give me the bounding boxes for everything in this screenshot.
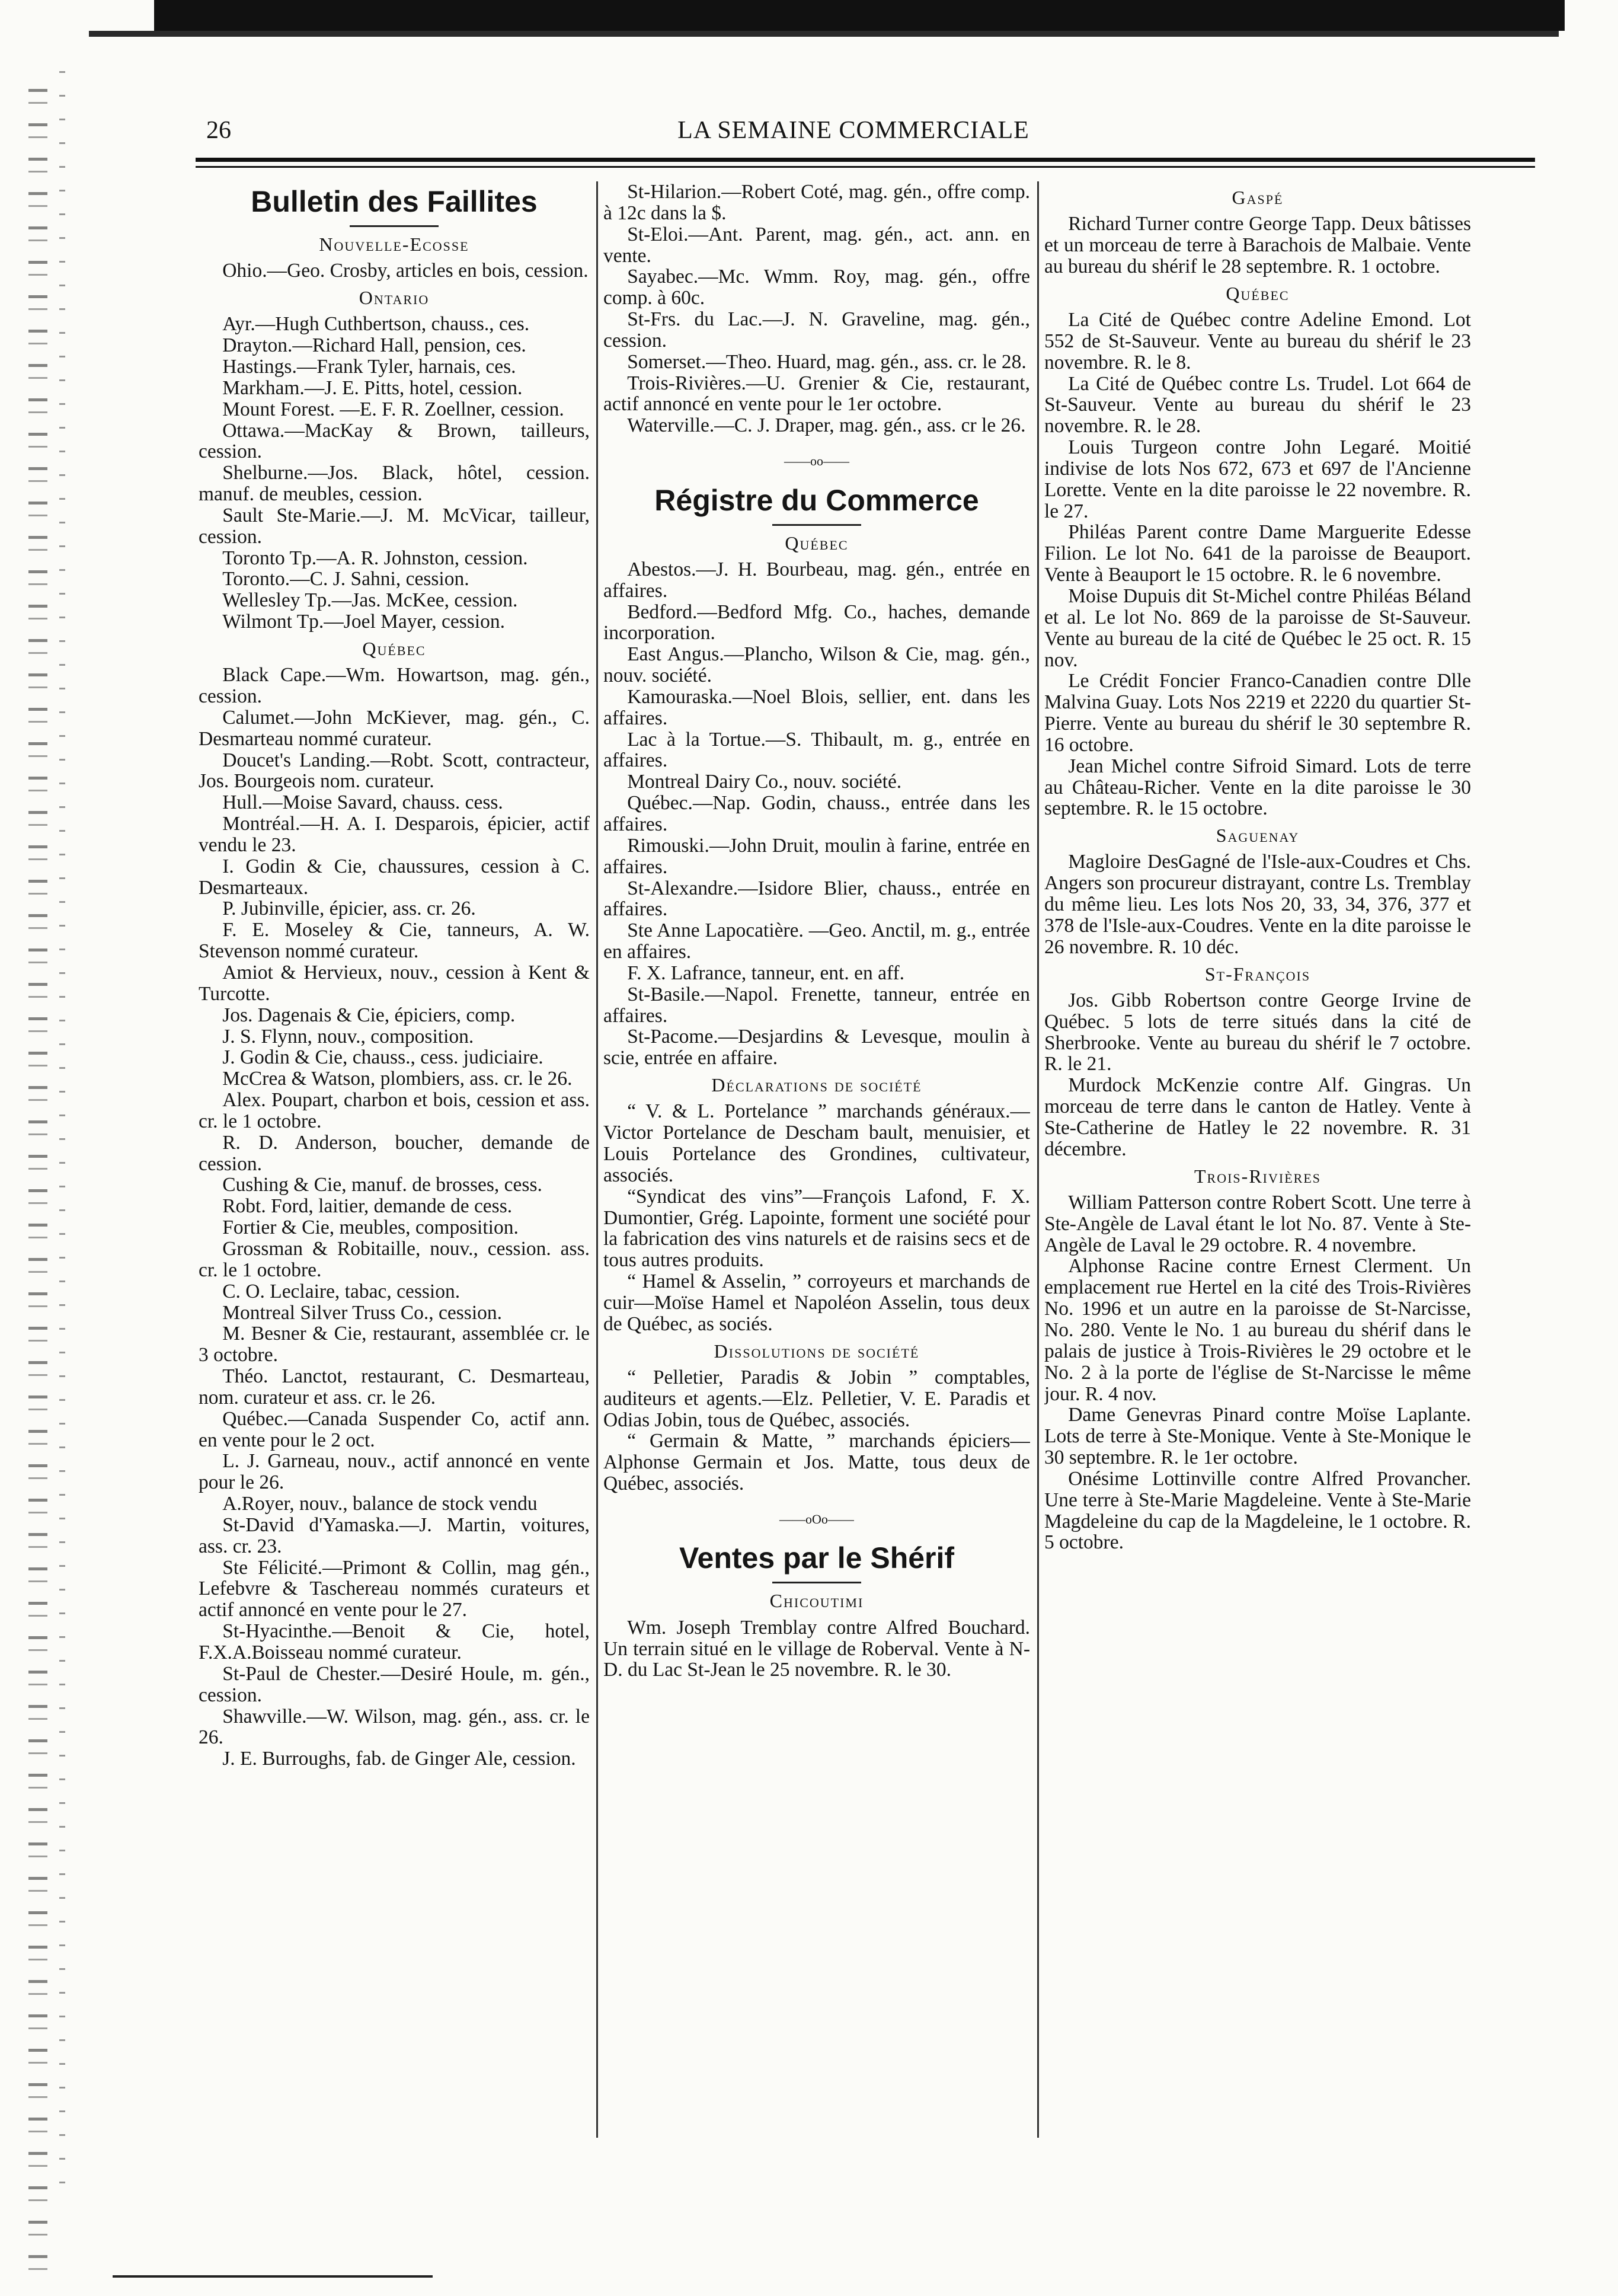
entry: Louis Turgeon contre John Legaré. Moitié indivise de lots Nos 672, 673 et 697 de l'Ancienne Lorette. Vente en la dite paroisse le 22 novembre. R. le 27. [1044, 436, 1471, 522]
title-rule [350, 225, 439, 227]
entry-list [603, 1367, 1030, 1495]
entry: St-Eloi.—Ant. Parent, mag. gén., act. ann. en vente. [603, 223, 1030, 267]
entry: L. J. Garneau, nouv., actif annoncé en vente pour le 26. [199, 1450, 590, 1494]
entry: Jos. Dagenais & Cie, épiciers, comp. [222, 1004, 516, 1026]
entry: Québec.—Canada Suspender Co, actif ann. en vente pour le 2 oct. [199, 1407, 590, 1451]
region-heading: Québec [362, 637, 426, 659]
entry: Dame Genevras Pinard contre Moïse Laplante. Lots de terre à Ste-Monique. Vente à Ste-Monique le 30 septembre. R. le 1er octobre. [1044, 1404, 1471, 1469]
entry: Cushing & Cie, manuf. de brosses, cess. [222, 1174, 542, 1196]
title-rule [772, 1582, 861, 1583]
masthead-title: LA SEMAINE COMMERCIALE [677, 117, 1029, 144]
entry: Bedford.—Bedford Mfg. Co., haches, demande incorporation. [603, 601, 1030, 644]
page-number: 26 [206, 117, 231, 144]
entry: Black Cape.—Wm. Howartson, mag. gén., cession. [199, 664, 590, 708]
entry-list [1044, 990, 1471, 1160]
region-heading: Québec [785, 532, 849, 554]
entry: Toronto.—C. J. Sahni, cession. [222, 568, 469, 590]
entry: Jean Michel contre Sifroid Simard. Lots de terre au Château-Richer. Vente en la dite paroisse le 30 septembre. R. le 15 octobre. [1044, 755, 1471, 820]
entry: Shawville.—W. Wilson, mag. gén., ass. cr. le 26. [199, 1705, 590, 1749]
entry: Wellesley Tp.—Jas. McKee, cession. [222, 589, 518, 612]
entry: Robt. Ford, laitier, demande de cess. [222, 1195, 513, 1218]
entry: Mount Forest. —E. F. R. Zoellner, cession. [222, 398, 564, 420]
entry: Ayr.—Hugh Cuthbertson, chauss., ces. [222, 313, 530, 336]
entry: Fortier & Cie, meubles, composition. [222, 1216, 519, 1239]
entry: Ohio.—Geo. Crosby, articles en bois, cession. [222, 260, 589, 282]
separator: ——oOo—— [779, 1511, 854, 1527]
entry-list [603, 559, 1030, 1069]
entry: St-Alexandre.—Isidore Blier, chauss., entrée en affaires. [603, 877, 1030, 921]
entry-list [1044, 851, 1471, 957]
entry: Le Crédit Foncier Franco-Canadien contre Dlle Malvina Guay. Lots Nos 2219 et 2220 du quartier St-Pierre. Vente au bureau du shérif le 30 septembre R. 16 octobre. [1044, 670, 1471, 756]
entry: Magloire DesGagné de l'Isle-aux-Coudres et Chs. Angers son procureur distrayant, contre Ls. Tremblay du même lieu. Les lots Nos 20, 33, 34, 376, 377 et 378 de l'Isle-aux-Coudres. Vente en la dite paroisse le 26 novembre. R. 10 déc. [1044, 851, 1471, 958]
entry: Calumet.—John McKiever, mag. gén., C. Desmarteau nommé curateur. [199, 706, 590, 750]
entry: I. Godin & Cie, chaussures, cession à C. Desmarteaux. [199, 855, 590, 899]
region-heading: St-François [1204, 963, 1311, 985]
entry-list [603, 1617, 1030, 1681]
entry: “Syndicat des vins”—François Lafond, F. X. Dumontier, Grég. Lapointe, forment une société pour la fabrication des vins naturels et de raisins secs et de tous autres produits. [603, 1185, 1030, 1272]
entry: Sault Ste-Marie.—J. M. McVicar, tailleur, cession. [199, 504, 590, 548]
entry: St-Hyacinthe.—Benoit & Cie, hotel, F.X.A.Boisseau nommé curateur. [199, 1620, 590, 1664]
entry: Amiot & Hervieux, nouv., cession à Kent & Turcotte. [199, 962, 590, 1005]
entry: St-Hilarion.—Robert Coté, mag. gén., offre comp. à 12c dans la $. [603, 181, 1030, 224]
entry: “ V. & L. Portelance ” marchands généraux.—Victor Portelance de Descham bault, menuisier, et Louis Portelance des Grondines, cultivateur, associés. [603, 1100, 1030, 1186]
section-title-faillites: Bulletin des Faillites [251, 185, 538, 218]
entry: La Cité de Québec contre Ls. Trudel. Lot 664 de St-Sauveur. Vente au bureau du shérif le 23 novembre. R. le 28. [1044, 372, 1471, 438]
entry-list [603, 181, 1030, 436]
entry: Montréal.—H. A. I. Desparois, épicier, actif vendu le 23. [199, 813, 590, 856]
entry: “ Germain & Matte, ” marchands épiciers—Alphonse Germain et Jos. Matte, tous deux de Québec, associés. [603, 1430, 1030, 1495]
entry: Abestos.—J. H. Bourbeau, mag. gén., entrée en affaires. [603, 558, 1030, 602]
entry: Montreal Dairy Co., nouv. société. [627, 771, 902, 793]
entry: Alex. Poupart, charbon et bois, cession et ass. cr. le 1 octobre. [199, 1089, 590, 1132]
region-heading: Chicoutimi [769, 1590, 864, 1612]
region-heading: Nouvelle-Ecosse [319, 234, 469, 255]
entry: “ Hamel & Asselin, ” corroyeurs et marchands de cuir—Moïse Hamel et Napoléon Asselin, tous deux de Québec, as sociés. [603, 1270, 1030, 1335]
entry: East Angus.—Plancho, Wilson & Cie, mag. gén., nouv. société. [603, 643, 1030, 687]
subsection-heading: Déclarations de société [711, 1074, 922, 1096]
header-rule-thin [196, 166, 1535, 168]
entry-list [603, 1101, 1030, 1334]
entry: St-Frs. du Lac.—J. N. Graveline, mag. gén., cession. [603, 308, 1030, 352]
entry: Hastings.—Frank Tyler, harnais, ces. [222, 356, 516, 378]
column-2 [603, 181, 1030, 2150]
column-divider [1037, 181, 1039, 2138]
entry: Alphonse Racine contre Ernest Clerment. Un emplacement rue Hertel en la cité des Trois-Rivières No. 1996 et un autre en la paroisse de St-Narcisse, No. 280. Vente le No. 1 au bureau du shérif dans le palais de justice à Trois-Rivières le 29 octobre et le No. 2 à la porte de l'église de St-Narcisse le même jour. R. 4 nov. [1044, 1255, 1471, 1405]
separator: ——oo—— [784, 454, 849, 469]
entry: Montreal Silver Truss Co., cession. [222, 1301, 503, 1324]
entry: Trois-Rivières.—U. Grenier & Cie, restaurant, actif annoncé en vente pour le 1er octobre. [603, 372, 1030, 416]
entry: Sayabec.—Mc. Wmm. Roy, mag. gén., offre comp. à 60c. [603, 266, 1030, 309]
entry: St-Paul de Chester.—Desiré Houle, m. gén., cession. [199, 1662, 590, 1706]
entry: “ Pelletier, Paradis & Jobin ” comptables, auditeurs et agents.—Elz. Pelletier, V. E. Paradis et Odias Jobin, tous de Québec, associés. [603, 1366, 1030, 1431]
entry: M. Besner & Cie, restaurant, assemblée cr. le 3 octobre. [199, 1323, 590, 1366]
entry: Wm. Joseph Tremblay contre Alfred Bouchard. Un terrain situé en le village de Roberval. Vente à N-D. du Lac St-Jean le 25 novembre. R. le 30. [603, 1616, 1030, 1681]
header-rule-thick [196, 158, 1535, 162]
entry: St-Pacome.—Desjardins & Levesque, moulin à scie, entrée en affaire. [603, 1026, 1030, 1069]
column-divider [596, 181, 598, 2138]
entry: Murdock McKenzie contre Alf. Gingras. Un morceau de terre dans le canton de Hatley. Vente à Ste-Catherine de Hatley le 22 novembre. R. 31 décembre. [1044, 1074, 1471, 1160]
entry-list [1044, 213, 1471, 277]
entry: Lac à la Tortue.—S. Thibault, m. g., entrée en affaires. [603, 728, 1030, 772]
entry: Toronto Tp.—A. R. Johnston, cession. [222, 547, 528, 569]
entry-list [199, 665, 590, 1770]
entry: Onésime Lottinville contre Alfred Provancher. Une terre à Ste-Marie Magdeleine. Vente à Ste-Marie Magdeleine du cap de la Magdeleine, le 1 octobre. R. 5 octobre. [1044, 1467, 1471, 1554]
entry: Somerset.—Theo. Huard, mag. gén., ass. cr. le 28. [627, 350, 1027, 373]
entry: A.Royer, nouv., balance de stock vendu [222, 1493, 538, 1515]
entry: Québec.—Nap. Godin, chauss., entrée dans les affaires. [603, 792, 1030, 836]
entry: J. E. Burroughs, fab. de Ginger Ale, cession. [222, 1748, 576, 1770]
entry: Shelburne.—Jos. Black, hôtel, cession. manuf. de meubles, cession. [199, 462, 590, 506]
entry: Ste Félicité.—Primont & Collin, mag gén., Lefebvre & Taschereau nommés curateurs et actif annoncé en vente pour le 27. [199, 1556, 590, 1621]
entry: Kamouraska.—Noel Blois, sellier, ent. dans les affaires. [603, 685, 1030, 729]
region-heading: Québec [1226, 282, 1290, 304]
entry: William Patterson contre Robert Scott. Une terre à Ste-Angèle de Laval étant le lot No. 87. Vente à Ste-Angèle de Laval le 29 octobre. R. 4 novembre. [1044, 1191, 1471, 1256]
entry: J. S. Flynn, nouv., composition. [222, 1025, 474, 1048]
region-heading: Saguenay [1216, 825, 1300, 847]
section-title-ventes: Ventes par le Shérif [679, 1541, 955, 1575]
entry: Jos. Gibb Robertson contre George Irvine de Québec. 5 lots de terre situés dans la cité de Sherbrooke. Vente au bureau du shérif le 7 octobre. R. le 21. [1044, 989, 1471, 1075]
entry: Drayton.—Richard Hall, pension, ces. [222, 334, 526, 357]
region-heading: Trois-Rivières [1194, 1165, 1321, 1187]
entry: St-Basile.—Napol. Frenette, tanneur, entrée en affaires. [603, 983, 1030, 1027]
entry: Philéas Parent contre Dame Marguerite Edesse Filion. Le lot No. 641 de la paroisse de Beauport. Vente à Beauport le 15 octobre. R. le 6 novembre. [1044, 521, 1471, 586]
entry-list [199, 314, 590, 633]
entry: McCrea & Watson, plombiers, ass. cr. le 26. [222, 1068, 573, 1090]
section-title-registre: Régistre du Commerce [654, 483, 979, 517]
entry: Ste Anne Lapocatière. —Geo. Anctil, m. g., entrée en affaires. [603, 919, 1030, 963]
entry: P. Jubinville, épicier, ass. cr. 26. [222, 898, 476, 920]
entry: Ottawa.—MacKay & Brown, tailleurs, cession. [199, 419, 590, 463]
entry: R. D. Anderson, boucher, demande de cession. [199, 1131, 590, 1175]
title-rule [772, 524, 861, 526]
entry: Waterville.—C. J. Draper, mag. gén., ass. cr le 26. [627, 414, 1026, 437]
scan-top-shadow [89, 31, 1559, 37]
region-heading: Gaspé [1232, 187, 1284, 208]
entry: Théo. Lanctot, restaurant, C. Desmarteau, nom. curateur et ass. cr. le 26. [199, 1365, 590, 1409]
scan-left-edge-marks [59, 71, 65, 2205]
entry-list [199, 260, 590, 282]
entry: Grossman & Robitaille, nouv., cession. ass. cr. le 1 octobre. [199, 1237, 590, 1281]
subsection-heading: Dissolutions de société [714, 1340, 920, 1362]
entry: La Cité de Québec contre Adeline Emond. Lot 552 de St-Sauveur. Vente au bureau du shérif le 23 novembre. R. le 8. [1044, 309, 1471, 373]
entry: St-David d'Yamaska.—J. Martin, voitures, ass. cr. 23. [199, 1513, 590, 1557]
entry-list [1044, 1192, 1471, 1553]
scan-top-band [154, 0, 1565, 31]
entry: Markham.—J. E. Pitts, hotel, cession. [222, 376, 523, 399]
entry: C. O. Leclaire, tabac, cession. [222, 1280, 461, 1302]
entry: Wilmont Tp.—Joel Mayer, cession. [222, 611, 505, 633]
entry: J. Godin & Cie, chauss., cess. judiciaire. [222, 1046, 543, 1069]
scan-bottom-line [113, 2275, 433, 2278]
entry: Moise Dupuis dit St-Michel contre Philéas Béland et al. Le lot No. 869 de la paroisse de St-Sauveur. Vente au bureau de la cité de Québec le 25 oct. R. 15 nov. [1044, 585, 1471, 671]
entry: F. E. Moseley & Cie, tanneurs, A. W. Stevenson nommé curateur. [199, 919, 590, 963]
entry: Richard Turner contre George Tapp. Deux bâtisses et un morceau de terre à Barachois de Malbaie. Vente au bureau du shérif le 28 septembre. R. 1 octobre. [1044, 213, 1471, 277]
page-header [178, 116, 1529, 152]
entry-list [1044, 309, 1471, 819]
entry: Doucet's Landing.—Robt. Scott, contracteur, Jos. Bourgeois nom. curateur. [199, 749, 590, 793]
region-heading: Ontario [359, 287, 430, 309]
entry: F. X. Lafrance, tanneur, ent. en aff. [627, 962, 905, 984]
entry: Rimouski.—John Druit, moulin à farine, entrée en affaires. [603, 834, 1030, 878]
column-1 [199, 181, 590, 2150]
entry: Hull.—Moise Savard, chauss. cess. [222, 791, 503, 814]
scan-left-edge [28, 89, 47, 2282]
column-3 [1044, 181, 1471, 2150]
